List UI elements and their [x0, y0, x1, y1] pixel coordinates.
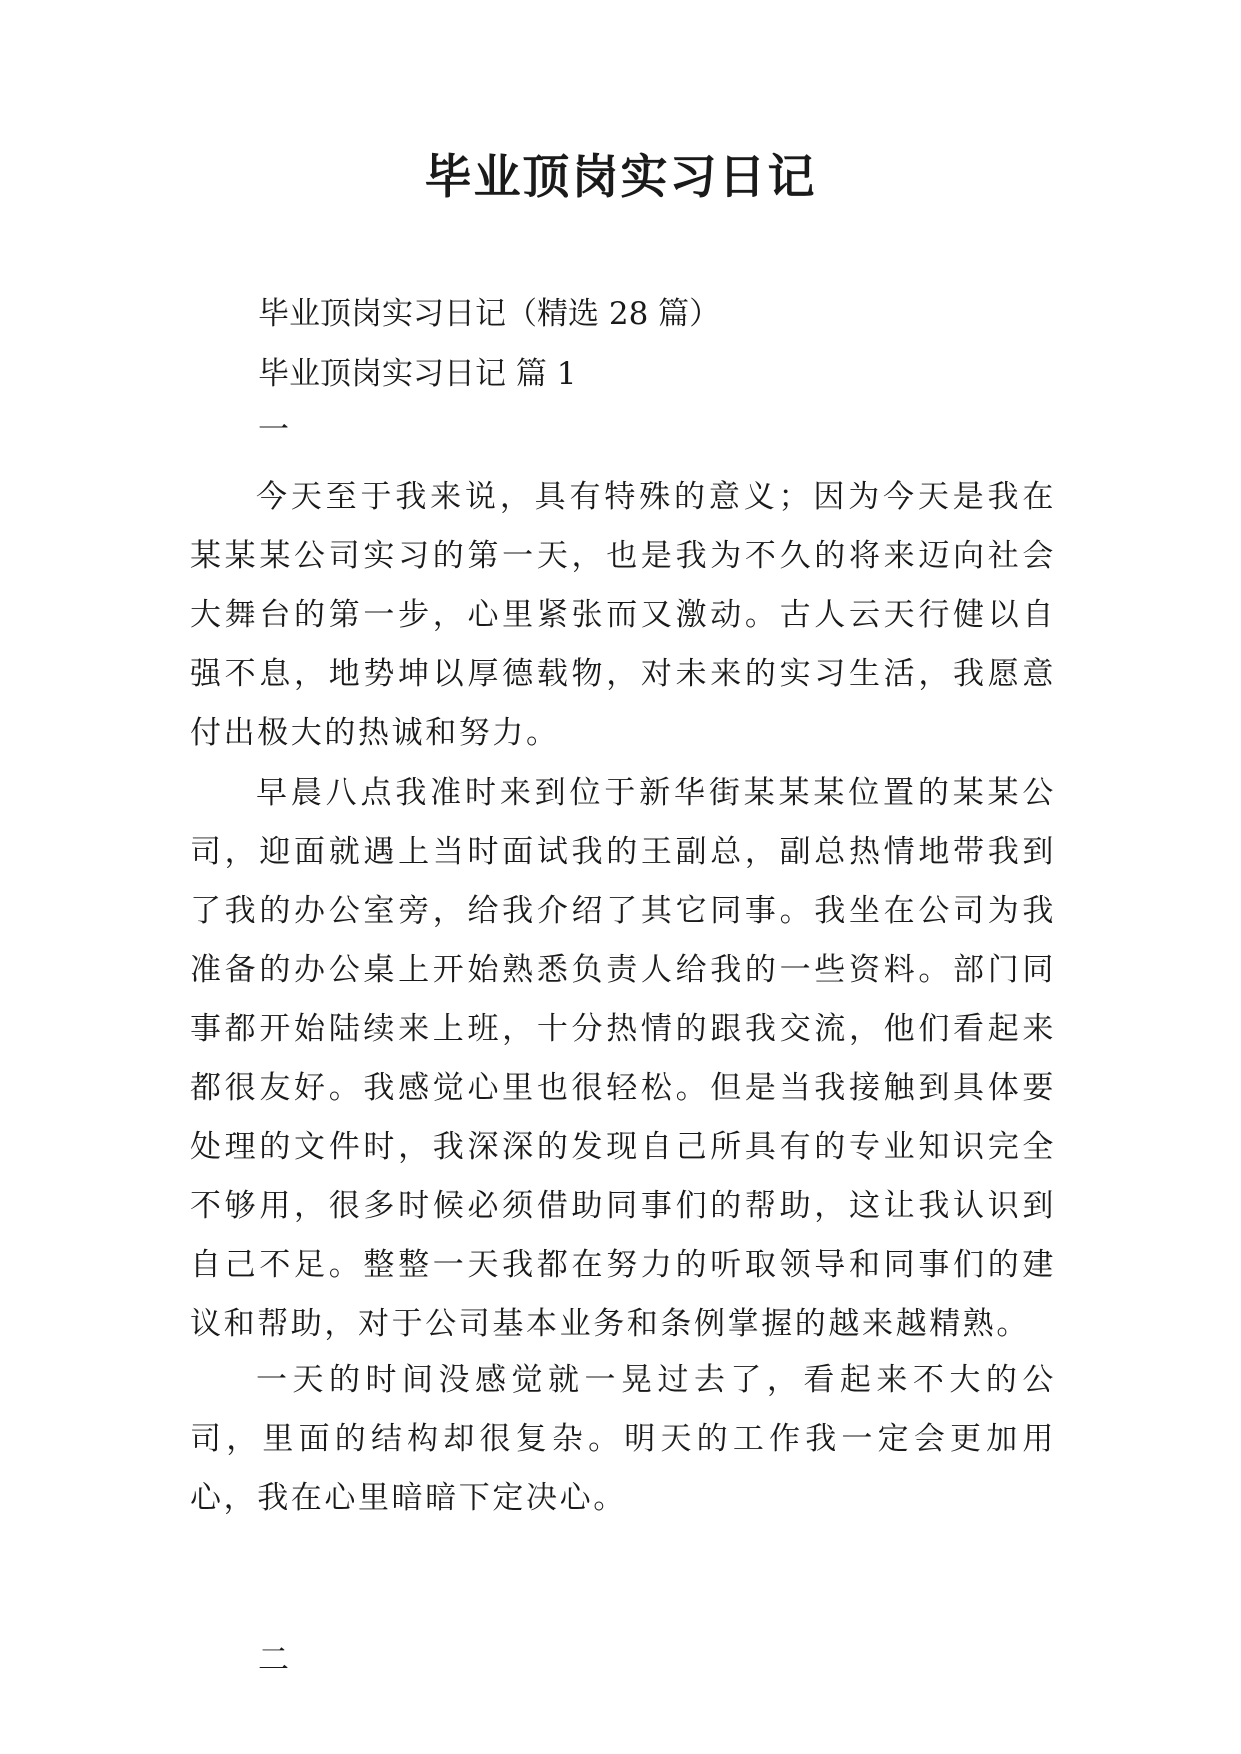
paragraph-block-3 [190, 1351, 1056, 1528]
paragraph: 早晨八点我准时来到位于新华街某某某位置的某某公司，迎面就遇上当时面试我的王副总，副总热情地带我到了我的办公室旁，给我介绍了其它同事。我坐在公司为我准备的办公桌上开始熟悉负责人给我的一些资料。部门同事都开始陆续来上班，十分热情的跟我交流，他们看起来都很友好。我感觉心里也很轻松。但是当我接触到具体要处理的文件时，我深深的发现自己所具有的专业知识完全不够用，很多时候必须借助同事们的帮助，这让我认识到自己不足。整整一天我都在努力的听取领导和同事们的建议和帮助，对于公司基本业务和条例掌握的越来越精熟。 [190, 775, 1056, 1342]
document-title: 毕业顶岗实习日记 [424, 150, 817, 205]
section-marker-one: 一 [258, 412, 289, 448]
paragraph-block-1 [190, 468, 1056, 763]
paragraph: 一天的时间没感觉就一晃过去了，看起来不大的公司，里面的结构却很复杂。明天的工作我一定会更加用心，我在心里暗暗下定决心。 [190, 1362, 1056, 1516]
document-subtitle: 毕业顶岗实习日记（精选 28 篇） [258, 296, 721, 332]
section-heading: 毕业顶岗实习日记 篇 1 [258, 356, 577, 392]
paragraph-block-2 [190, 764, 1056, 1354]
section-marker-two: 二 [258, 1642, 289, 1678]
paragraph: 今天至于我来说，具有特殊的意义；因为今天是我在某某某公司实习的第一天，也是我为不久的将来迈向社会大舞台的第一步，心里紧张而又激动。古人云天行健以自强不息，地势坤以厚德载物，对未来的实习生活，我愿意付出极大的热诚和努力。 [190, 479, 1056, 751]
